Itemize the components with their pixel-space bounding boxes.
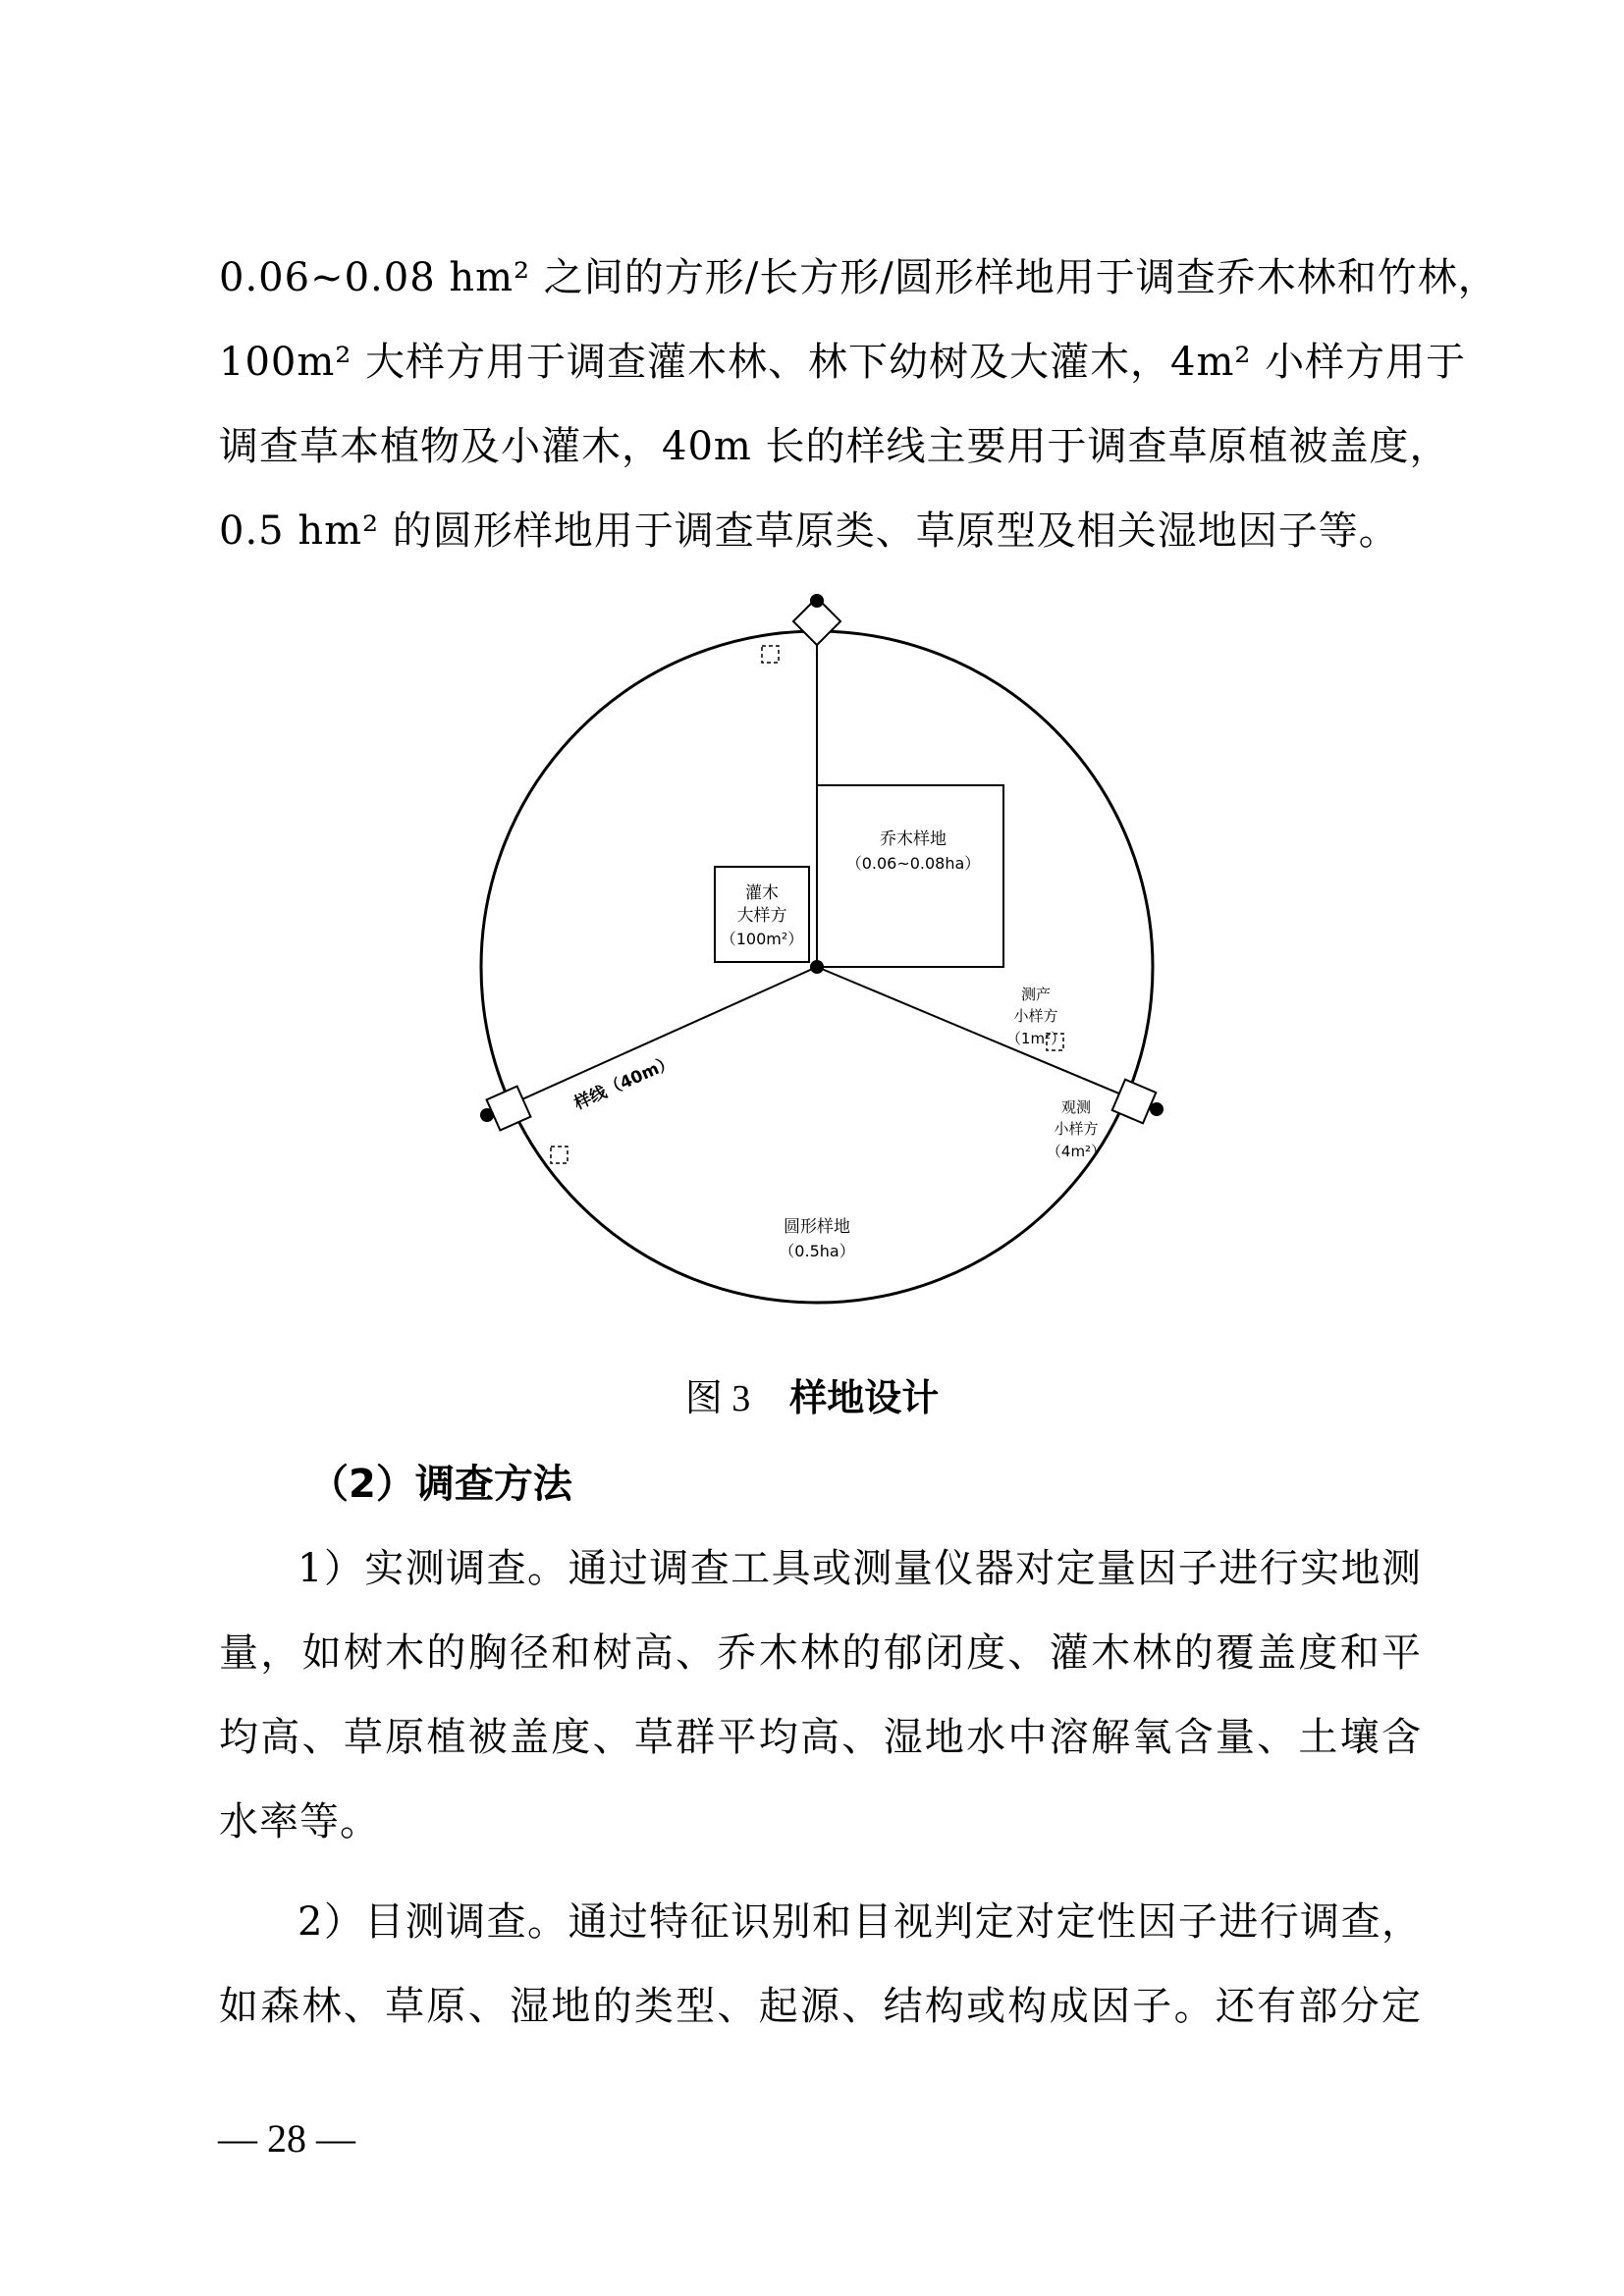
transect-line-southwest	[487, 967, 817, 1115]
transect-end-north	[810, 594, 824, 608]
paragraph-line: 1）实测调查。通过调查工具或测量仪器对定量因子进行实地测	[298, 1546, 1422, 1591]
observation-quadrat-size: （4m²）	[1046, 1143, 1107, 1160]
shrub-quadrat-label-1: 灌木	[745, 883, 779, 903]
figure-caption	[0, 1367, 1624, 1421]
tree-plot-square	[817, 785, 1003, 967]
observation-quadrat-label-2: 小样方	[1054, 1120, 1099, 1138]
figure-number: 图 3	[684, 1378, 751, 1419]
paragraph-line: 量，如树木的胸径和树高、乔木林的郁闭度、灌木林的覆盖度和平	[219, 1630, 1422, 1676]
yield-quadrat-southwest	[551, 1147, 568, 1163]
plot-design-diagram	[422, 579, 1208, 1364]
center-point	[810, 960, 824, 974]
yield-quadrat-north	[762, 646, 779, 663]
section-heading: （2）调查方法	[309, 1462, 572, 1507]
yield-quadrat-label-2: 小样方	[1013, 1007, 1058, 1025]
circular-plot-size: （0.5ha）	[779, 1242, 855, 1260]
observation-quadrat-label-1: 观测	[1060, 1098, 1092, 1116]
paragraph-line: 0.5 hm² 的圆形样地用于调查草原类、草原型及相关湿地因子等。	[219, 508, 1399, 554]
observation-quadrat-southwest	[487, 1087, 531, 1131]
paragraph-line: 均高、草原植被盖度、草群平均高、湿地水中溶解氧含量、土壤含	[219, 1715, 1422, 1760]
tree-plot-label: 乔木样地	[880, 829, 947, 849]
intro-paragraph	[219, 236, 1498, 573]
paragraph-line: 0.06~0.08 hm² 之间的方形/长方形/圆形样地用于调查乔木林和竹林，	[219, 255, 1498, 300]
paragraph-line: 2）目测调查。通过特征识别和目视判定对定性因子进行调查，	[298, 1899, 1422, 1945]
transect-end-southeast	[1150, 1102, 1164, 1116]
shrub-quadrat-label-2: 大样方	[736, 906, 787, 926]
yield-quadrat-label-1: 测产	[1020, 986, 1052, 1003]
shrub-quadrat-size: （100m²）	[720, 930, 804, 948]
paragraph-line: 如森林、草原、湿地的类型、起源、结构或构成因子。还有部分定	[219, 1984, 1422, 2029]
yield-quadrat-size: （1m²）	[1005, 1030, 1066, 1047]
figure-title: 样地设计	[789, 1376, 940, 1419]
paragraph-line: 水率等。	[219, 1799, 380, 1844]
tree-plot-size: （0.06~0.08ha）	[845, 854, 981, 873]
paragraph-line: 调查草本植物及小灌木，40m 长的样线主要用于调查草原植被盖度，	[219, 424, 1450, 469]
paragraph-line: 100m² 大样方用于调查灌木林、林下幼树及大灌木，4m² 小样方用于	[219, 340, 1467, 385]
plot-design-svg	[422, 579, 1208, 1364]
circular-plot-label: 圆形样地	[784, 1217, 850, 1237]
transect-line-southeast	[817, 967, 1157, 1109]
visual-survey-paragraph	[219, 1880, 1422, 2049]
field-measurement-paragraph	[219, 1526, 1422, 1864]
transect-label: 样线（40m）	[570, 1052, 677, 1114]
page-number: — 28 —	[218, 2116, 355, 2161]
transect-end-southwest	[480, 1108, 494, 1122]
